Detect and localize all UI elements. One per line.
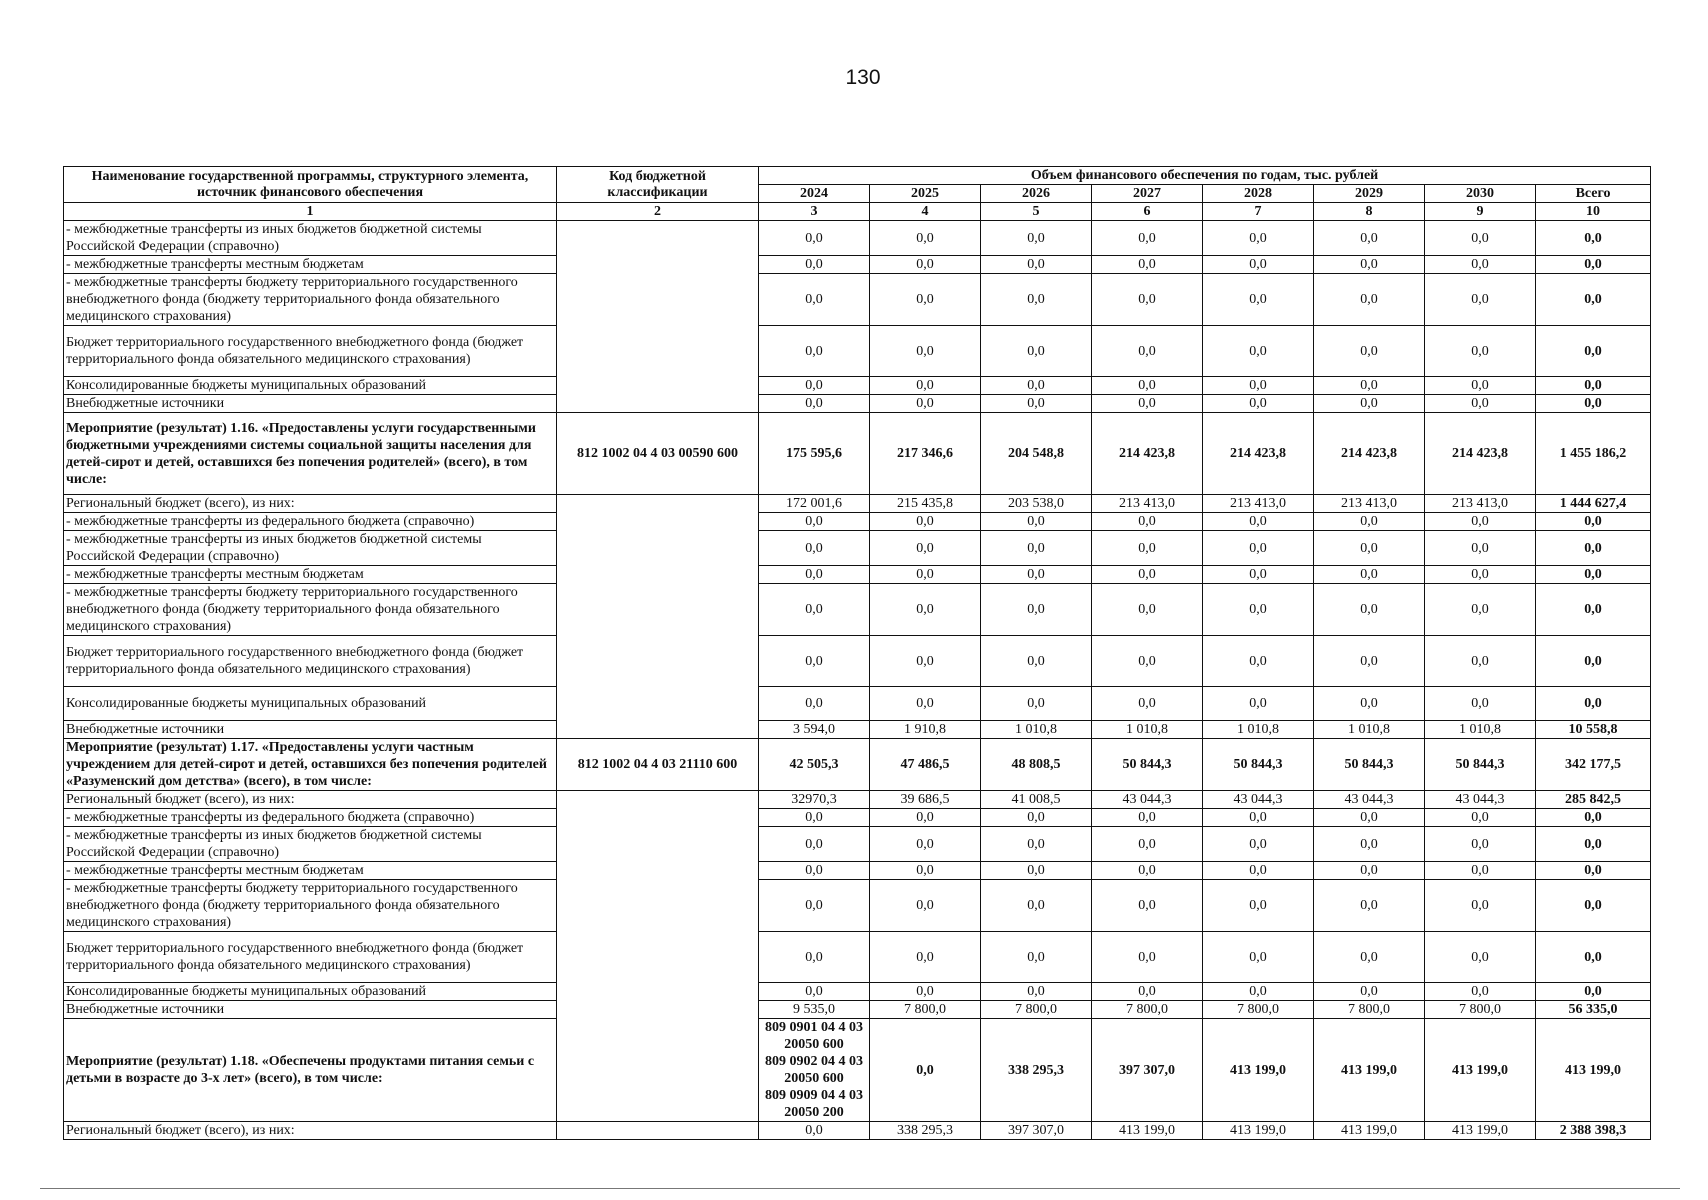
row-value: 0,0 [1092,221,1203,256]
row-name: - межбюджетные трансферты местным бюджетам [64,566,557,584]
row-name: Региональный бюджет (всего), из них: [64,1122,557,1140]
row-value: 0,0 [1314,687,1425,721]
row-value: 0,0 [759,221,870,256]
table-row [64,531,1651,566]
row-name: Бюджет территориального государственного внебюджетного фонда (бюджет территориального фонда обязательного медицинского страхования) [64,326,557,377]
row-value: 0,0 [1203,395,1314,413]
row-value: 0,0 [1203,256,1314,274]
row-name: - межбюджетные трансферты из федерального бюджета (справочно) [64,809,557,827]
row-value: 0,0 [759,809,870,827]
row-value: 413 199,0 [1203,1122,1314,1140]
row-value: 0,0 [1314,636,1425,687]
row-name: Региональный бюджет (всего), из них: [64,791,557,809]
row-total: 0,0 [1536,827,1651,862]
row-value: 0,0 [870,326,981,377]
row-value: 0,0 [759,395,870,413]
row-total: 0,0 [1536,932,1651,983]
row-value: 0,0 [870,584,981,636]
row-value: 213 413,0 [1314,495,1425,513]
row-value: 413 199,0 [1425,1122,1536,1140]
row-value: 0,0 [1092,531,1203,566]
row-value: 50 844,3 [1203,739,1314,791]
row-value: 0,0 [1203,636,1314,687]
row-value: 0,0 [759,1122,870,1140]
row-value: 213 413,0 [1425,495,1536,513]
table-row [64,513,1651,531]
row-value: 0,0 [981,584,1092,636]
row-value: 0,0 [1203,862,1314,880]
row-total: 0,0 [1536,395,1651,413]
row-value: 0,0 [759,983,870,1001]
table-row [64,495,1651,513]
row-value: 175 595,6 [759,413,870,495]
row-name: - межбюджетные трансферты из федерального бюджета (справочно) [64,513,557,531]
row-value: 0,0 [981,377,1092,395]
row-value: 1 910,8 [870,721,981,739]
table-row [64,932,1651,983]
row-value: 0,0 [981,566,1092,584]
row-value: 43 044,3 [1314,791,1425,809]
row-value: 0,0 [981,395,1092,413]
row-value: 0,0 [1314,531,1425,566]
row-value: 0,0 [981,880,1092,932]
row-value: 42 505,3 [759,739,870,791]
row-value: 0,0 [1425,827,1536,862]
row-name: Бюджет территориального государственного внебюджетного фонда (бюджет территориального фонда обязательного медицинского страхования) [64,932,557,983]
header-year: 2028 [1203,185,1314,203]
row-value: 0,0 [759,256,870,274]
row-value: 41 008,5 [981,791,1092,809]
row-value: 0,0 [1425,687,1536,721]
table-row [64,584,1651,636]
row-value: 1 010,8 [1425,721,1536,739]
row-total: 342 177,5 [1536,739,1651,791]
row-value: 0,0 [1203,827,1314,862]
row-total: 10 558,8 [1536,721,1651,739]
row-value: 0,0 [759,636,870,687]
row-value: 0,0 [1203,880,1314,932]
row-value: 0,0 [1425,221,1536,256]
row-value: 0,0 [981,256,1092,274]
row-value: 0,0 [870,983,981,1001]
row-value: 0,0 [1092,326,1203,377]
row-value: 1 010,8 [1314,721,1425,739]
row-total: 0,0 [1536,531,1651,566]
row-value: 0,0 [870,880,981,932]
row-total: 1 444 627,4 [1536,495,1651,513]
row-value: 0,0 [870,513,981,531]
row-value: 0,0 [1314,566,1425,584]
row-value: 1 010,8 [1203,721,1314,739]
row-value: 172 001,6 [759,495,870,513]
row-value: 214 423,8 [1092,413,1203,495]
row-name: Мероприятие (результат) 1.16. «Предоставлены услуги государственными бюджетными учреждениями системы социальной защиты населения для детей-сирот и детей, оставшихся без попечения родителей» (всего), в том числе: [64,413,557,495]
row-value: 0,0 [1425,513,1536,531]
row-value: 0,0 [759,687,870,721]
row-value: 0,0 [870,862,981,880]
row-value: 0,0 [870,377,981,395]
row-value: 0,0 [870,809,981,827]
row-code-empty [557,1122,759,1140]
row-value: 0,0 [1425,932,1536,983]
row-code: 812 1002 04 4 03 21110 600 [557,739,759,791]
header-year: 2026 [981,185,1092,203]
row-total: 0,0 [1536,687,1651,721]
col-number: 5 [981,203,1092,221]
col-number: 2 [557,203,759,221]
row-value: 0,0 [759,566,870,584]
row-value: 0,0 [1425,809,1536,827]
row-value: 0,0 [1425,983,1536,1001]
row-value: 0,0 [759,513,870,531]
table-row [64,791,1651,809]
row-value: 7 800,0 [981,1001,1092,1019]
row-value: 9 535,0 [759,1001,870,1019]
row-total: 0,0 [1536,636,1651,687]
page-edge-line [40,1188,1680,1189]
table-row [64,326,1651,377]
row-total: 0,0 [1536,513,1651,531]
row-value: 0,0 [1203,932,1314,983]
row-value: 413 199,0 [1314,1122,1425,1140]
row-name: Консолидированные бюджеты муниципальных образований [64,377,557,395]
row-name: Внебюджетные источники [64,721,557,739]
row-value: 0,0 [759,377,870,395]
row-total: 0,0 [1536,274,1651,326]
row-value: 0,0 [1314,274,1425,326]
row-name: - межбюджетные трансферты местным бюджетам [64,256,557,274]
table-row [64,274,1651,326]
header-volume: Объем финансового обеспечения по годам, тыс. рублей [759,167,1651,185]
row-value: 204 548,8 [981,413,1092,495]
row-value: 0,0 [1314,377,1425,395]
row-value: 0,0 [759,531,870,566]
row-value: 0,0 [1203,566,1314,584]
row-value: 0,0 [870,687,981,721]
row-value: 0,0 [1425,584,1536,636]
row-value: 0,0 [759,880,870,932]
row-value: 0,0 [1092,566,1203,584]
row-value: 0,0 [981,274,1092,326]
row-total: 285 842,5 [1536,791,1651,809]
row-total: 0,0 [1536,326,1651,377]
header-year: 2024 [759,185,870,203]
row-value: 0,0 [759,862,870,880]
col-number: 7 [1203,203,1314,221]
row-name: Внебюджетные источники [64,395,557,413]
row-name: Консолидированные бюджеты муниципальных образований [64,687,557,721]
table-row [64,636,1651,687]
row-value: 7 800,0 [1203,1001,1314,1019]
row-value: 397 307,0 [981,1122,1092,1140]
table-row [64,256,1651,274]
table-row [64,1019,1651,1122]
row-total: 1 455 186,2 [1536,413,1651,495]
header-year: 2029 [1314,185,1425,203]
row-value: 0,0 [1203,584,1314,636]
row-value: 213 413,0 [1203,495,1314,513]
row-value: 0,0 [1203,809,1314,827]
row-value: 0,0 [1425,377,1536,395]
row-value: 0,0 [1092,880,1203,932]
row-name: - межбюджетные трансферты местным бюджетам [64,862,557,880]
row-value: 0,0 [1314,983,1425,1001]
row-value: 0,0 [1203,274,1314,326]
row-value: 214 423,8 [1203,413,1314,495]
row-value: 47 486,5 [870,739,981,791]
row-value: 0,0 [1314,326,1425,377]
row-total: 2 388 398,3 [1536,1122,1651,1140]
row-value: 0,0 [870,274,981,326]
row-value: 397 307,0 [1092,1019,1203,1122]
row-value: 413 199,0 [1203,1019,1314,1122]
col-number: 6 [1092,203,1203,221]
row-value: 0,0 [981,983,1092,1001]
row-value: 0,0 [981,531,1092,566]
row-name: - межбюджетные трансферты бюджету территориального государственного внебюджетного фонда (бюджету территориального фонда обязательного медицинского страхования) [64,584,557,636]
row-code-empty [557,495,759,739]
row-value: 214 423,8 [1314,413,1425,495]
col-number: 1 [64,203,557,221]
header-year: 2030 [1425,185,1536,203]
row-value: 0,0 [1314,513,1425,531]
page-number: 130 [845,66,881,89]
row-value: 0,0 [1314,880,1425,932]
row-value: 0,0 [1203,326,1314,377]
row-name: - межбюджетные трансферты бюджету территориального государственного внебюджетного фонда (бюджету территориального фонда обязательного медицинского страхования) [64,274,557,326]
financing-table [63,166,1651,1140]
row-code-empty [557,791,759,1122]
row-name: Мероприятие (результат) 1.17. «Предоставлены услуги частным учреждением для детей-сирот и детей, оставшихся без попечения родителей «Разуменский дом детства» (всего), в том числе: [64,739,557,791]
row-value: 0,0 [759,932,870,983]
row-value: 0,0 [870,221,981,256]
row-value: 0,0 [1425,636,1536,687]
row-value: 413 199,0 [1092,1122,1203,1140]
row-value: 0,0 [1203,531,1314,566]
row-value: 50 844,3 [1425,739,1536,791]
row-value: 0,0 [1425,880,1536,932]
header-name: Наименование государственной программы, структурного элемента, источник финансового обеспечения [64,167,557,203]
row-value: 43 044,3 [1203,791,1314,809]
row-value: 0,0 [1314,221,1425,256]
header-year: 2025 [870,185,981,203]
header-row-numbers [64,203,1651,221]
row-value: 0,0 [759,274,870,326]
row-value: 0,0 [981,636,1092,687]
row-value: 0,0 [1203,983,1314,1001]
row-value: 0,0 [1314,827,1425,862]
row-value: 0,0 [870,256,981,274]
row-value: 0,0 [870,566,981,584]
row-value: 0,0 [981,326,1092,377]
row-value: 39 686,5 [870,791,981,809]
row-total: 0,0 [1536,809,1651,827]
header-total: Всего [1536,185,1651,203]
row-value: 0,0 [1092,809,1203,827]
table-row [64,983,1651,1001]
table-row [64,377,1651,395]
row-total: 0,0 [1536,221,1651,256]
table-row [64,1001,1651,1019]
table-row [64,395,1651,413]
row-total: 0,0 [1536,256,1651,274]
row-name: - межбюджетные трансферты из иных бюджетов бюджетной системы Российской Федерации (справочно) [64,221,557,256]
row-name: Внебюджетные источники [64,1001,557,1019]
row-value: 7 800,0 [870,1001,981,1019]
row-total: 0,0 [1536,983,1651,1001]
row-code-empty [557,221,759,413]
row-value: 0,0 [1092,862,1203,880]
row-value: 0,0 [759,827,870,862]
row-value: 0,0 [1314,809,1425,827]
row-code: 812 1002 04 4 03 00590 600 [557,413,759,495]
row-value: 413 199,0 [1536,1019,1651,1122]
row-value: 43 044,3 [1092,791,1203,809]
table-row [64,1122,1651,1140]
table-row [64,221,1651,256]
col-number: 9 [1425,203,1536,221]
row-value: 0,0 [981,221,1092,256]
row-value: 0,0 [1425,566,1536,584]
row-name: Консолидированные бюджеты муниципальных образований [64,983,557,1001]
row-value: 0,0 [1314,256,1425,274]
table-row [64,566,1651,584]
row-value: 3 594,0 [759,721,870,739]
row-value: 0,0 [1314,932,1425,983]
row-value: 0,0 [1092,274,1203,326]
row-name: Бюджет территориального государственного внебюджетного фонда (бюджет территориального фонда обязательного медицинского страхования) [64,636,557,687]
row-value: 43 044,3 [1425,791,1536,809]
row-name: - межбюджетные трансферты бюджету территориального государственного внебюджетного фонда (бюджету территориального фонда обязательного медицинского страхования) [64,880,557,932]
col-number: 10 [1536,203,1651,221]
table-row [64,809,1651,827]
row-value: 0,0 [1092,584,1203,636]
row-value: 7 800,0 [1092,1001,1203,1019]
row-value: 50 844,3 [1092,739,1203,791]
row-value: 1 010,8 [1092,721,1203,739]
row-value: 0,0 [870,1019,981,1122]
col-number: 4 [870,203,981,221]
row-value: 413 199,0 [1425,1019,1536,1122]
header-row-1 [64,167,1651,185]
row-value: 215 435,8 [870,495,981,513]
table-row [64,827,1651,862]
row-value: 0,0 [1203,221,1314,256]
row-value: 0,0 [1425,531,1536,566]
row-value: 338 295,3 [981,1019,1092,1122]
row-value: 0,0 [870,531,981,566]
row-name: Мероприятие (результат) 1.18. «Обеспечены продуктами питания семьи с детьми в возрасте до 3-х лет» (всего), в том числе: [64,1019,557,1122]
table-row [64,739,1651,791]
row-value: 214 423,8 [1425,413,1536,495]
row-value: 0,0 [1425,395,1536,413]
row-total: 0,0 [1536,566,1651,584]
row-value: 0,0 [1314,584,1425,636]
row-name: - межбюджетные трансферты из иных бюджетов бюджетной системы Российской Федерации (справочно) [64,531,557,566]
row-value: 0,0 [870,636,981,687]
row-value: 0,0 [1203,687,1314,721]
row-value: 0,0 [759,584,870,636]
row-value: 0,0 [759,326,870,377]
row-value: 0,0 [1092,636,1203,687]
row-code: 809 0901 04 4 03 20050 600 809 0902 04 4 03 20050 600 809 0909 04 4 03 20050 200 [759,1019,870,1122]
row-value: 7 800,0 [1314,1001,1425,1019]
row-value: 0,0 [981,827,1092,862]
row-value: 0,0 [1092,932,1203,983]
row-value: 0,0 [1092,256,1203,274]
row-value: 50 844,3 [1314,739,1425,791]
row-value: 213 413,0 [1092,495,1203,513]
row-value: 32970,3 [759,791,870,809]
header-year: 2027 [1092,185,1203,203]
row-total: 0,0 [1536,862,1651,880]
row-value: 0,0 [870,932,981,983]
row-value: 0,0 [1092,395,1203,413]
row-value: 0,0 [981,862,1092,880]
row-value: 0,0 [1425,256,1536,274]
row-value: 0,0 [1092,983,1203,1001]
table-row [64,862,1651,880]
row-value: 0,0 [870,827,981,862]
row-name: Региональный бюджет (всего), из них: [64,495,557,513]
row-name: - межбюджетные трансферты из иных бюджетов бюджетной системы Российской Федерации (справочно) [64,827,557,862]
row-value: 0,0 [1425,274,1536,326]
row-total: 56 335,0 [1536,1001,1651,1019]
row-value: 0,0 [1203,377,1314,395]
row-value: 1 010,8 [981,721,1092,739]
row-total: 0,0 [1536,584,1651,636]
col-number: 8 [1314,203,1425,221]
row-value: 0,0 [1092,687,1203,721]
row-value: 0,0 [981,809,1092,827]
table-row [64,880,1651,932]
header-code: Код бюджетной классификации [557,167,759,203]
row-value: 0,0 [1314,862,1425,880]
row-value: 0,0 [1314,395,1425,413]
row-value: 0,0 [1425,326,1536,377]
table-row [64,413,1651,495]
row-value: 0,0 [1203,513,1314,531]
row-value: 0,0 [1092,377,1203,395]
row-total: 0,0 [1536,377,1651,395]
row-value: 338 295,3 [870,1122,981,1140]
table-row [64,721,1651,739]
row-value: 0,0 [981,687,1092,721]
row-value: 0,0 [981,513,1092,531]
col-number: 3 [759,203,870,221]
row-value: 217 346,6 [870,413,981,495]
row-value: 0,0 [1092,513,1203,531]
row-total: 0,0 [1536,880,1651,932]
row-value: 48 808,5 [981,739,1092,791]
row-value: 0,0 [870,395,981,413]
row-value: 203 538,0 [981,495,1092,513]
row-value: 7 800,0 [1425,1001,1536,1019]
row-value: 0,0 [1425,862,1536,880]
row-value: 0,0 [1092,827,1203,862]
row-value: 413 199,0 [1314,1019,1425,1122]
row-value: 0,0 [981,932,1092,983]
table-row [64,687,1651,721]
